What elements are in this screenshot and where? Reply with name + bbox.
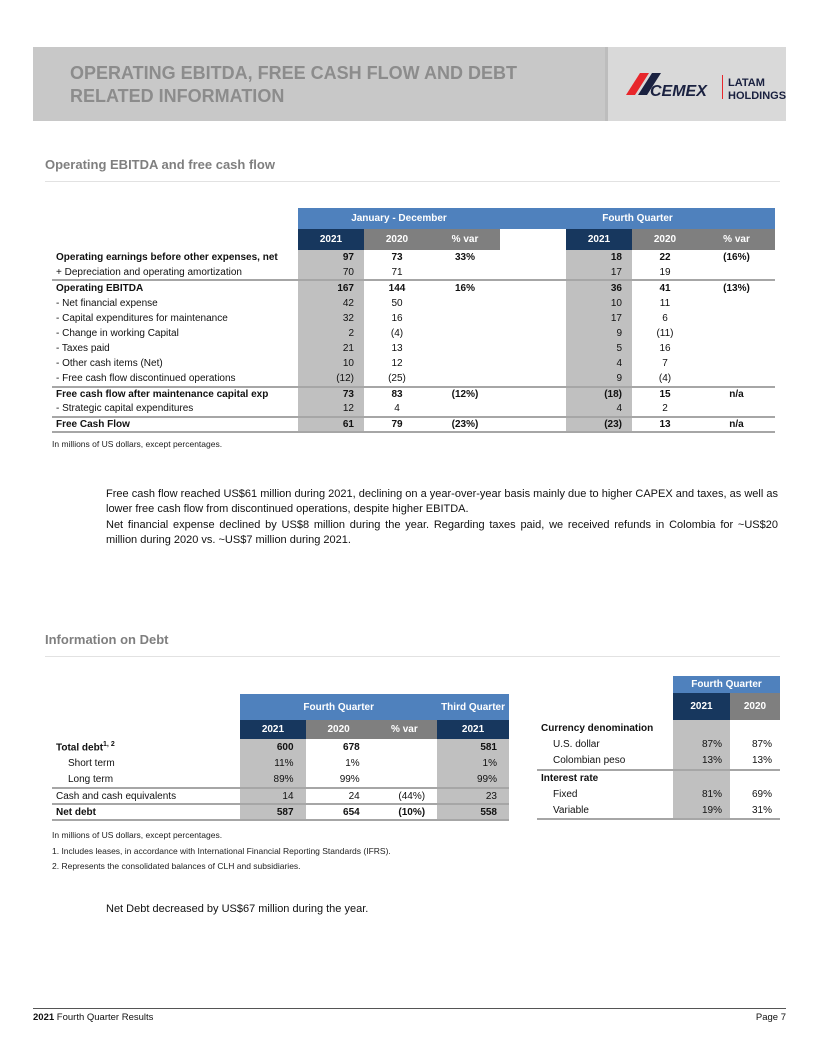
section-divider [45, 181, 780, 182]
table-row [52, 417, 775, 432]
cell-value [698, 296, 775, 311]
title-line-1: OPERATING EBITDA, FREE CASH FLOW AND DEBT [70, 63, 517, 83]
col-q-2021: 2021 [566, 229, 632, 250]
cell-value: 678 [343, 741, 360, 753]
table-row [537, 803, 780, 820]
row-label: Interest rate [541, 772, 599, 784]
cell-value: 16 [659, 343, 671, 355]
gap-cell [500, 265, 566, 280]
cell-value: 4 [566, 356, 632, 371]
table-row [52, 402, 775, 417]
paragraph-net-financial: Net financial expense declined by US$8 million during the year. Regarding taxes paid, we received refunds in Colombia for ~US$20 million during 2020 vs. ~US$7 million during 2021. [106, 519, 778, 546]
gap-cell [500, 280, 566, 295]
cell-value [673, 770, 730, 787]
row-label: U.S. dollar [553, 739, 600, 751]
cemex-logo [616, 55, 786, 115]
cell-value: 11 [659, 297, 671, 309]
gap-cell [500, 387, 566, 402]
gap-cell [500, 326, 566, 341]
cell-value: 19 [659, 266, 671, 278]
logo-panel [605, 47, 786, 121]
cell-value: 13% [673, 753, 730, 770]
table-row [52, 739, 509, 755]
cell-value: 61 [298, 417, 364, 432]
cell-value: 24 [348, 790, 360, 802]
cell-value: 81% [673, 786, 730, 803]
cell-value: 1% [345, 757, 360, 769]
col-2020: 2020 [730, 693, 780, 720]
cell-value [673, 720, 730, 737]
gap-cell [500, 417, 566, 432]
cell-value [430, 356, 500, 371]
table-row [52, 250, 775, 265]
group-header-third-quarter: Third Quarter [437, 694, 509, 720]
group-header-fourth-quarter: Fourth Quarter [240, 694, 437, 720]
debt-table [52, 694, 509, 821]
cell-value: 4 [394, 403, 400, 415]
cell-value: (12) [298, 372, 364, 387]
col-2020: 2020 [306, 720, 372, 739]
row-label [52, 739, 240, 755]
cell-value [430, 402, 500, 417]
cell-value: (23) [566, 417, 632, 432]
cell-value: 1% [437, 755, 509, 771]
cell-value: 654 [343, 806, 360, 818]
cell-value: 17 [566, 265, 632, 280]
group-header-fourth-quarter: Fourth Quarter [500, 208, 775, 229]
cell-value [372, 772, 437, 788]
cell-value: 42 [298, 296, 364, 311]
note-1: In millions of US dollars, except percentages. [52, 830, 223, 840]
cell-value: 71 [391, 266, 403, 278]
cell-value: 87% [673, 737, 730, 754]
gap-cell [500, 341, 566, 356]
table-row [52, 280, 775, 295]
cell-value [430, 326, 500, 341]
cell-value: 13% [751, 755, 772, 767]
currency-table [537, 676, 780, 820]
cell-value: 31% [751, 804, 772, 816]
col-var: % var [372, 720, 437, 739]
cell-value [730, 720, 780, 737]
col-2020: 2020 [364, 229, 430, 250]
row-label: - Taxes paid [56, 343, 110, 355]
note-2: 1. Includes leases, in accordance with International Financial Reporting Standards (IFRS). [52, 845, 391, 856]
cell-value: (25) [388, 373, 406, 385]
cell-value [430, 296, 500, 311]
table-row [52, 356, 775, 371]
cell-value: 4 [566, 402, 632, 417]
table-row [52, 296, 775, 311]
cell-value: n/a [729, 389, 744, 401]
col-q-var: % var [698, 229, 775, 250]
cell-value: (12%) [451, 389, 479, 401]
row-label-text: Short term [68, 757, 115, 769]
gap-cell [500, 356, 566, 371]
cell-value [698, 265, 775, 280]
row-label [52, 755, 240, 771]
row-label: Currency denomination [541, 722, 654, 734]
cell-value: 600 [240, 739, 305, 755]
cell-value: (4) [390, 328, 404, 340]
cell-value [430, 341, 500, 356]
paragraph-net-debt: Net Debt decreased by US$67 million during the year. [106, 903, 369, 915]
cell-value: (23%) [451, 419, 479, 431]
cell-value: 41 [659, 282, 671, 294]
cell-value: 10 [298, 356, 364, 371]
debt-notes [52, 828, 391, 875]
cell-value: 15 [659, 389, 671, 401]
svg-text:LATAM: LATAM [728, 77, 765, 89]
cell-value: 32 [298, 311, 364, 326]
table-row [52, 387, 775, 402]
cell-value: 10 [566, 296, 632, 311]
cell-value: 89% [240, 772, 305, 788]
table-row [537, 737, 780, 754]
section-title-ebitda: Operating EBITDA and free cash flow [45, 157, 275, 172]
cell-value: 9 [566, 326, 632, 341]
table-row [52, 755, 509, 771]
cell-value: 9 [566, 372, 632, 387]
cell-value: 14 [240, 788, 305, 804]
cell-value: 17 [566, 311, 632, 326]
gap-cell [500, 296, 566, 311]
cell-value: 69% [751, 788, 772, 800]
cell-value: (10%) [398, 806, 426, 818]
row-label: - Net financial expense [56, 297, 158, 309]
col-2021: 2021 [673, 693, 730, 720]
cell-value: 23 [437, 788, 509, 804]
row-label: Free Cash Flow [56, 419, 130, 431]
footer-page: Page 7 [755, 1012, 786, 1023]
gap-cell [500, 311, 566, 326]
footer-divider [33, 1008, 786, 1009]
row-label: - Free cash flow discontinued operations [56, 373, 236, 385]
cell-value: 22 [659, 252, 671, 264]
note-3: 2. Represents the consolidated balances of CLH and subsidiaries. [52, 861, 301, 871]
cell-value: 144 [388, 282, 406, 294]
cell-value: 70 [298, 265, 364, 280]
footer-year: 2021 [33, 1012, 55, 1023]
cell-value: 581 [437, 739, 509, 755]
cell-value: n/a [729, 419, 744, 431]
row-label-text: Long term [68, 773, 114, 785]
row-label [52, 804, 240, 820]
cell-value: 13 [659, 419, 671, 431]
row-label [52, 772, 240, 788]
cell-value: (11) [656, 328, 674, 340]
svg-text:HOLDINGS: HOLDINGS [728, 90, 786, 102]
row-label-text: Net debt [56, 806, 96, 818]
gap-cell [500, 250, 566, 265]
cell-value: 558 [437, 804, 509, 820]
row-label [52, 788, 240, 804]
cell-value: 7 [662, 358, 668, 370]
table-row [52, 341, 775, 356]
table-row [52, 788, 509, 804]
paragraph-fcf: Free cash flow reached US$61 million during 2021, declining on a year-over-year basis mainly due to higher CAPEX and taxes, as well as lower free cash flow from discontinued operations, despite higher EBITDA. [106, 488, 778, 515]
table-row [537, 770, 780, 787]
footnote-ref: 1, 2 [103, 740, 115, 748]
page-title [70, 62, 590, 108]
col-var: % var [430, 229, 500, 250]
cell-value [430, 372, 500, 387]
cell-value [698, 372, 775, 387]
cell-value: 12 [391, 358, 403, 370]
row-label: - Change in working Capital [56, 328, 179, 340]
row-label: Colombian peso [553, 755, 626, 767]
cell-value: 73 [391, 252, 403, 264]
cell-value: (13%) [723, 282, 750, 294]
cell-value: 12 [298, 402, 364, 417]
row-label-text: Total debt [56, 742, 104, 754]
row-label: - Capital expenditures for maintenance [56, 312, 228, 324]
cell-value [730, 770, 780, 787]
col-2021: 2021 [298, 229, 364, 250]
cell-value: 2 [662, 403, 668, 415]
table-row [537, 753, 780, 770]
cell-value: 36 [566, 280, 632, 295]
cell-value: 16 [391, 312, 403, 324]
row-label: Operating EBITDA [56, 282, 144, 294]
gap-cell [500, 402, 566, 417]
cell-value: 33% [454, 252, 475, 264]
col-2021: 2021 [240, 720, 305, 739]
cell-value: 2 [298, 326, 364, 341]
group-header-jan-dec: January - December [298, 208, 500, 229]
section-divider [45, 656, 780, 657]
table-row [537, 786, 780, 803]
cell-value [698, 341, 775, 356]
cell-value: 167 [298, 280, 364, 295]
row-label: Variable [553, 804, 589, 816]
cell-value: 79 [391, 419, 403, 431]
cell-value: 13 [391, 343, 403, 355]
cell-value [372, 755, 437, 771]
row-label: + Depreciation and operating amortization [56, 266, 242, 278]
cell-value: 5 [566, 341, 632, 356]
table-row [537, 720, 780, 737]
cell-value: 97 [298, 250, 364, 265]
cell-value: 99% [339, 773, 360, 785]
cell-value: 6 [662, 312, 668, 324]
row-label: - Strategic capital expenditures [56, 403, 194, 415]
col-q3-2021: 2021 [437, 720, 509, 739]
row-label: - Other cash items (Net) [56, 358, 163, 370]
title-line-2: RELATED INFORMATION [70, 86, 285, 106]
cell-value: 19% [673, 803, 730, 820]
cell-value: (44%) [398, 790, 426, 802]
group-header-fourth-quarter: Fourth Quarter [673, 676, 780, 693]
cell-value: (18) [566, 387, 632, 402]
section-title-debt: Information on Debt [45, 632, 169, 647]
footer-title: Fourth Quarter Results [54, 1012, 154, 1023]
cell-value [698, 311, 775, 326]
cell-value: 50 [391, 297, 403, 309]
cell-value [698, 326, 775, 341]
cell-value [430, 265, 500, 280]
table-row [52, 311, 775, 326]
cell-value: 11% [240, 755, 305, 771]
cell-value: (4) [658, 373, 672, 385]
cell-value: 587 [240, 804, 305, 820]
table-row [52, 265, 775, 280]
table-row [52, 804, 509, 820]
ebitda-note: In millions of US dollars, except percentages. [52, 439, 223, 449]
cell-value: 83 [391, 389, 403, 401]
cell-value: 99% [437, 772, 509, 788]
table-row [52, 372, 775, 387]
footer-left [33, 1012, 153, 1023]
row-label: Operating earnings before other expenses, net [56, 252, 278, 264]
svg-text:CEMEX: CEMEX [650, 83, 707, 100]
col-q-2020: 2020 [632, 229, 698, 250]
cell-value: 73 [298, 387, 364, 402]
ebitda-table [52, 208, 775, 433]
cell-value: 18 [566, 250, 632, 265]
cell-value: (16%) [723, 252, 750, 264]
cell-value [698, 356, 775, 371]
cell-value [430, 311, 500, 326]
table-row [52, 772, 509, 788]
cell-value: 21 [298, 341, 364, 356]
table-row [52, 326, 775, 341]
row-label-text: Cash and cash equivalents [56, 790, 177, 802]
gap-cell [500, 372, 566, 387]
cell-value [698, 402, 775, 417]
cell-value: 16% [454, 282, 475, 294]
cell-value [372, 739, 437, 755]
cell-value: 87% [751, 739, 772, 751]
row-label: Free cash flow after maintenance capital exp [56, 389, 269, 401]
row-label: Fixed [553, 788, 578, 800]
